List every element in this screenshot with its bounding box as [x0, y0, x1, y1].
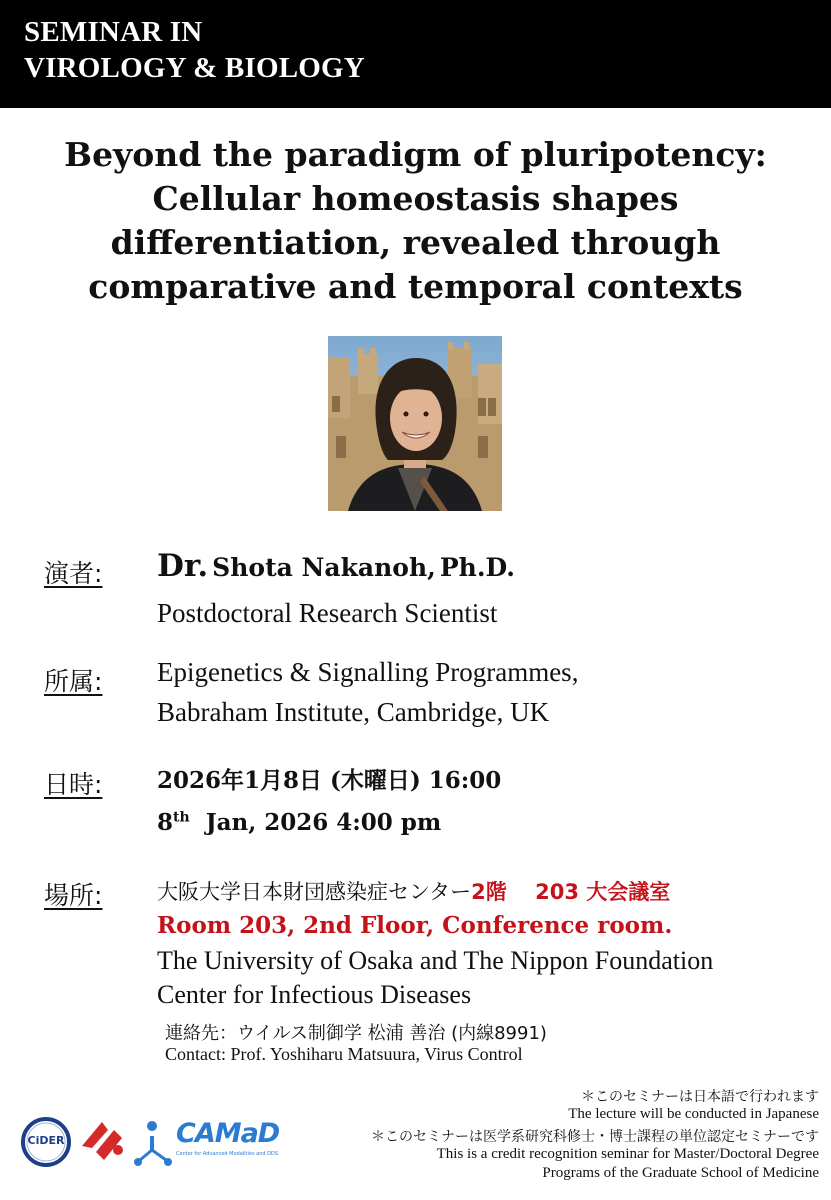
header-line-2: VIROLOGY & BIOLOGY — [24, 52, 365, 84]
speaker-title-prefix: Dr. — [157, 548, 209, 584]
venue-jp-room: 2階 203 大会議室 — [471, 880, 671, 904]
red-blue-symbol-logo — [78, 1116, 174, 1168]
title-line-1: Beyond the paradigm of pluripotency: — [64, 135, 767, 174]
speaker-photo — [328, 336, 502, 511]
speaker-name-line — [157, 548, 515, 584]
cider-logo — [20, 1116, 72, 1168]
camad-logo — [176, 1118, 288, 1168]
title-line-3: differentiation, revealed through — [110, 223, 721, 262]
venue-label: 場所: — [44, 881, 103, 910]
note-credit-en-2: Programs of the Graduate School of Medicine — [542, 1165, 819, 1181]
datetime-en-day: 8 — [157, 809, 174, 836]
affiliation-label: 所属: — [44, 667, 103, 696]
venue-en-room: Room 203, 2nd Floor, Conference room. — [157, 912, 673, 939]
speaker-photo-image — [328, 336, 502, 511]
venue-jp-building: 大阪大学日本財団感染症センター — [157, 880, 472, 904]
speaker-degree: Ph.D. — [439, 553, 516, 582]
camad-logo-text: CAMaD — [176, 1118, 280, 1149]
datetime-jp: 2026年1月8日 (木曜日) 16:00 — [157, 767, 502, 794]
note-credit-jp: ＊このセミナーは医学系研究科修士・博士課程の単位認定セミナーです — [371, 1129, 819, 1145]
molecule-logo-icon — [78, 1116, 174, 1168]
seminar-title — [20, 133, 811, 309]
note-language-en: The lecture will be conducted in Japanese — [568, 1106, 819, 1122]
affiliation-line-1: Epigenetics & Signalling Programmes, — [157, 657, 579, 687]
contact-jp: 連絡先：ウイルス制御学 松浦 善治 (内線8991) — [165, 1023, 547, 1044]
venue-en-line-1: The University of Osaka and The Nippon Foundation — [157, 946, 714, 975]
datetime-en-rest: Jan, 2026 4:00 pm — [205, 809, 442, 836]
header-banner — [0, 0, 831, 108]
venue-en-line-2: Center for Infectious Diseases — [157, 980, 472, 1009]
speaker-position: Postdoctoral Research Scientist — [157, 598, 498, 628]
title-line-2: Cellular homeostasis shapes — [152, 179, 679, 218]
note-language-jp: ＊このセミナーは日本語で行われます — [581, 1089, 819, 1105]
datetime-label: 日時: — [44, 770, 103, 799]
cider-logo-text: CiDER — [27, 1134, 65, 1147]
contact-en: Contact: Prof. Yoshiharu Matsuura, Virus Control — [165, 1044, 523, 1064]
speaker-name: Shota Nakanoh, — [212, 553, 436, 582]
header-line-1: SEMINAR IN — [24, 16, 203, 48]
title-line-4: comparative and temporal contexts — [88, 267, 743, 306]
note-credit-en-1: This is a credit recognition seminar for Master/Doctoral Degree — [436, 1146, 819, 1162]
camad-logo-subtitle: Center for Advanced Modalities and DDS — [176, 1151, 279, 1157]
datetime-en — [157, 809, 441, 836]
venue-jp — [157, 876, 670, 906]
datetime-en-suffix: th — [173, 809, 190, 826]
speaker-label: 演者: — [44, 559, 103, 588]
affiliation-line-2: Babraham Institute, Cambridge, UK — [157, 697, 550, 727]
